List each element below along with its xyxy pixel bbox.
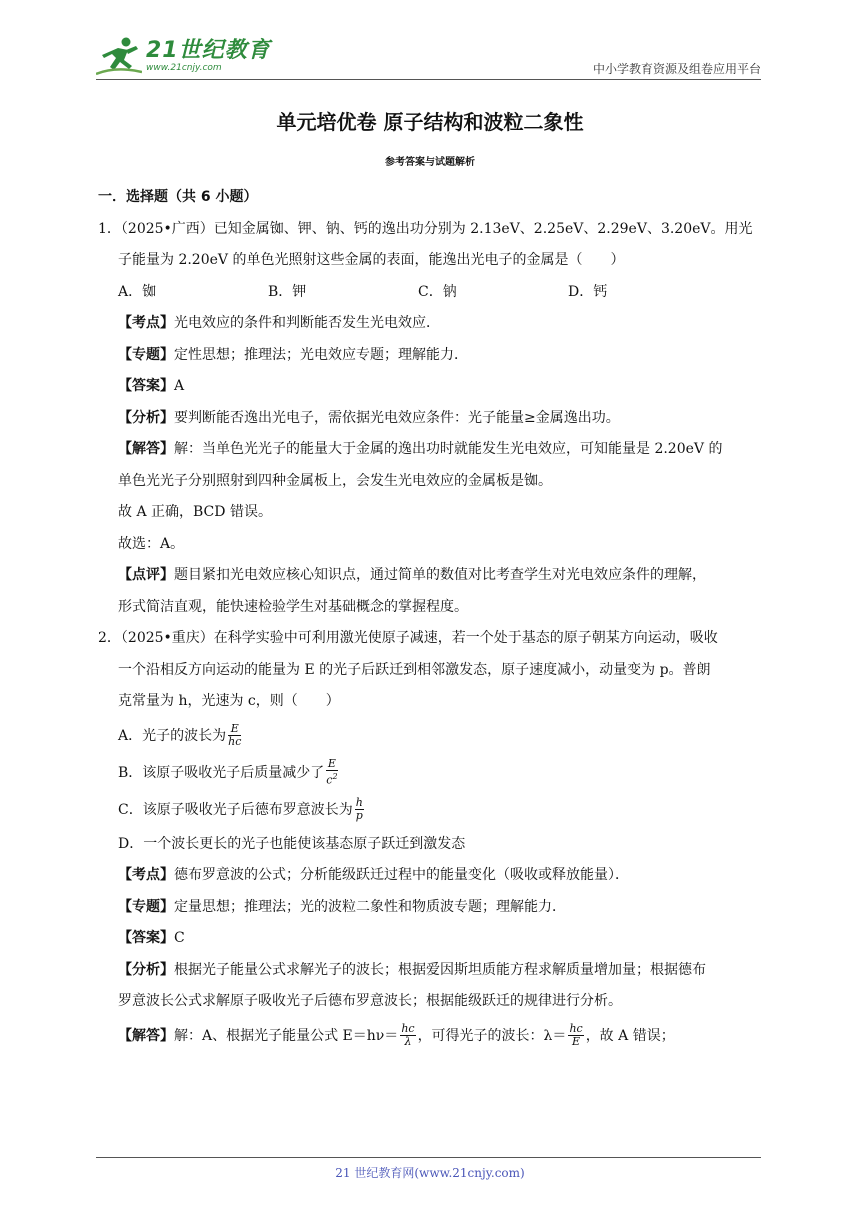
solution-tag: 【解答】 (118, 1027, 174, 1044)
zhuanti-tag: 【专题】 (118, 346, 174, 363)
q2-option-a (98, 718, 766, 755)
answer-tag: 【答案】 (118, 930, 174, 946)
q1-solution-line3: 故 A 正确，BCD 错误。 (118, 504, 272, 520)
solution-fraction-2: $\frac{hc}{E}$ (569, 1022, 583, 1048)
answer-tag: 【答案】 (118, 378, 174, 394)
q2-option-c (98, 792, 766, 829)
q2-zhuanti (98, 892, 766, 924)
analysis-tag: 【分析】 (118, 961, 174, 978)
logo-title: 21世纪教育 (146, 37, 271, 63)
q2-analysis-line2: 罗意波长公式求解原子吸收光子后德布罗意波长；根据能级跃迁的规律进行分析。 (118, 993, 622, 1009)
q2-kaodian (98, 860, 766, 892)
comment-text: 题目紧扣光电效应核心知识点，通过简单的数值对比考查学生对光电效应条件的理解， (174, 567, 706, 583)
q2-option-b (98, 755, 766, 792)
q1-comment-line1 (98, 560, 766, 592)
q2-option-b-text: B．该原子吸收光子后质量减少了 (118, 764, 325, 781)
q1-solution-line4: 故选：A。 (118, 535, 185, 552)
analysis-text: 根据光子能量公式求解光子的波长；根据爱因斯坦质能方程求解质量增加量；根据德布 (174, 961, 706, 978)
kaodian-tag: 【考点】 (118, 867, 174, 883)
document-body (98, 182, 766, 1055)
q2-option-a-fraction: $\frac{E}{hc}$ (228, 722, 242, 748)
q1-kaodian (98, 308, 766, 340)
document-title: 单元培优卷 原子结构和波粒二象性 (276, 110, 584, 134)
runner-logo-icon (96, 36, 142, 76)
q1-zhuanti (98, 340, 766, 372)
q2-option-c-text: C．该原子吸收光子后德布罗意波长为 (118, 801, 353, 818)
header-divider (96, 79, 761, 80)
solution-tag: 【解答】 (118, 441, 174, 457)
q1-stem-line1: 1．（2025•广西）已知金属铷、钾、钠、钙的逸出功分别为 2.13eV、2.25eV、2.29eV、3.20eV。用光 (98, 220, 753, 237)
analysis-tag: 【分析】 (118, 409, 174, 426)
zhuanti-text: 定性思想；推理法；光电效应专题；理解能力． (174, 346, 468, 363)
q1-comment-line2: 形式简洁直观，能快速检验学生对基础概念的掌握程度。 (118, 598, 468, 615)
q1-solution-line1 (98, 434, 766, 466)
platform-label: 中小学教育资源及组卷应用平台 (592, 62, 761, 76)
footer-divider (96, 1157, 761, 1158)
q2-option-d: D．一个波长更长的光子也能使该基态原子跃迁到激发态 (118, 835, 466, 852)
q2-stem-line3: 克常量为 h，光速为 c，则（ ） (118, 693, 340, 709)
document-subtitle: 参考答案与试题解析 (385, 157, 475, 168)
kaodian-text: 光电效应的条件和判断能否发生光电效应． (174, 315, 440, 331)
comment-tag: 【点评】 (118, 567, 174, 583)
solution-text-a: 解：A、根据光子能量公式 E＝hν＝ (174, 1027, 399, 1044)
q2-stem-line1: 2．（2025•重庆）在科学实验中可利用激光使原子减速，若一个处于基态的原子朝某方向运动，吸收 (98, 630, 718, 646)
q1-analysis (98, 403, 766, 435)
q2-answer (98, 923, 766, 955)
q2-option-b-fraction: $\frac{E}{c^2}$ (326, 757, 338, 787)
q1-option-d: D．钙 (568, 283, 608, 300)
analysis-text: 要判断能否逸出光电子，需依据光电效应条件：光子能量≥金属逸出功。 (174, 409, 620, 426)
q1-option-c: C．钠 (418, 283, 457, 300)
section-heading: 一．选择题（共 6 小题） (98, 189, 258, 205)
q2-stem-line2: 一个沿相反方向运动的能量为 E 的光子后跃迁到相邻激发态，原子速度减小，动量变为 p。普朗 (118, 661, 711, 678)
answer-text: A (174, 378, 185, 394)
q2-option-c-fraction: $\frac{h}{p}$ (355, 796, 363, 822)
q2-solution-line1 (98, 1018, 766, 1055)
zhuanti-text: 定量思想；推理法；光的波粒二象性和物质波专题；理解能力． (174, 898, 566, 915)
q1-stem-line2: 子能量为 2.20eV 的单色光照射这些金属的表面，能逸出光电子的金属是（ ） (118, 252, 625, 268)
kaodian-text: 德布罗意波的公式；分析能级跃迁过程中的能量变化（吸收或释放能量）． (174, 867, 629, 883)
q1-solution-line2: 单色光光子分别照射到四种金属板上，会发生光电效应的金属板是铷。 (118, 472, 552, 489)
solution-text-c: ，故 A 错误； (585, 1027, 675, 1044)
q2-option-a-text: A．光子的波长为 (118, 727, 227, 744)
site-logo[interactable] (96, 34, 271, 78)
answer-text: C (174, 930, 185, 946)
q1-options (98, 277, 766, 309)
footer-link[interactable]: 21 世纪教育网(www.21cnjy.com) (335, 1166, 525, 1180)
q1-option-a: A．铷 (118, 283, 157, 300)
solution-fraction-1: $\frac{hc}{\lambda}$ (401, 1022, 415, 1048)
zhuanti-tag: 【专题】 (118, 898, 174, 915)
q1-answer (98, 371, 766, 403)
logo-url: www.21cnjy.com (146, 62, 222, 73)
page-header (96, 30, 761, 80)
q1-option-b: B．钾 (268, 283, 307, 300)
kaodian-tag: 【考点】 (118, 315, 174, 331)
solution-text: 解：当单色光光子的能量大于金属的逸出功时就能发生光电效应，可知能量是 2.20eV 的 (174, 441, 723, 457)
solution-text-b: ，可得光子的波长：λ＝ (417, 1027, 567, 1044)
q2-analysis-line1 (98, 955, 766, 987)
